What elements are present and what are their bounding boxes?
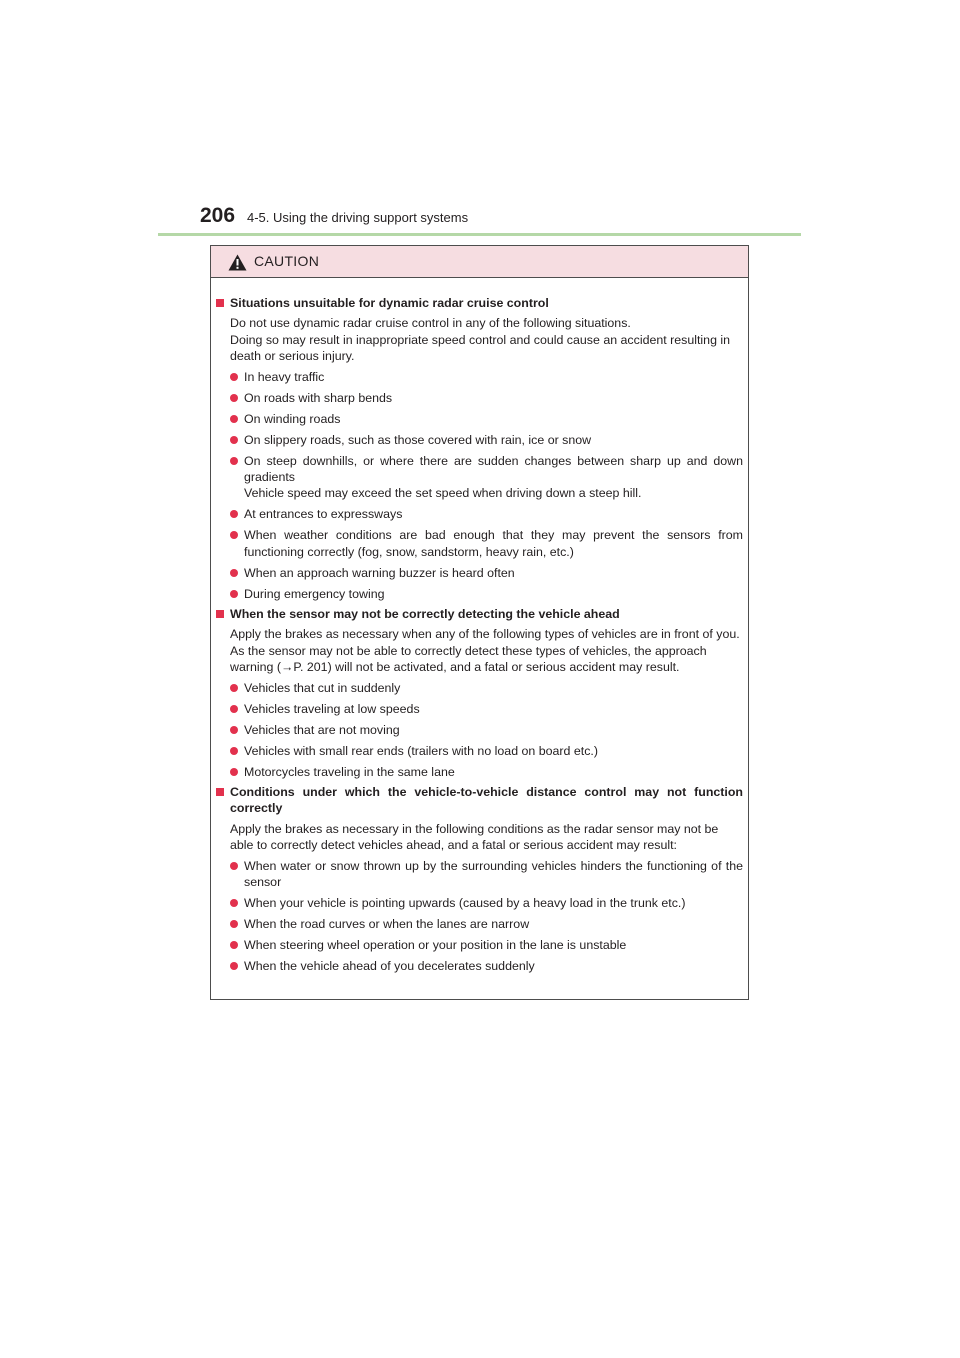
red-dot-icon bbox=[230, 862, 238, 870]
red-dot-icon bbox=[230, 436, 238, 444]
list-item-text: Vehicles with small rear ends (trailers with no load on board etc.) bbox=[244, 743, 598, 758]
list-item bbox=[230, 565, 743, 581]
red-dot-icon bbox=[230, 569, 238, 577]
list-item bbox=[230, 701, 743, 717]
red-dot-icon bbox=[230, 747, 238, 755]
list-item-text: On slippery roads, such as those covered with rain, ice or snow bbox=[244, 432, 592, 447]
list-item-text: During emergency towing bbox=[244, 586, 385, 601]
list-item bbox=[230, 858, 743, 891]
list-item-text: On winding roads bbox=[244, 411, 341, 426]
paragraph: Apply the brakes as necessary in the following conditions as the radar sensor may not be able to correctly detect vehicles ahead, and a fatal or serious accident may result: bbox=[230, 821, 719, 852]
paragraph: Do not use dynamic radar cruise control in any of the following situations. bbox=[230, 316, 631, 331]
red-dot-icon bbox=[230, 726, 238, 734]
bullet-list bbox=[216, 369, 743, 602]
red-dot-icon bbox=[230, 768, 238, 776]
list-item bbox=[230, 958, 743, 974]
list-item bbox=[230, 722, 743, 738]
page-header bbox=[158, 200, 801, 236]
paragraph: As the sensor may not be able to correctly detect these types of vehicles, the approach warning (→P. 201) will not be activated, and a fatal or serious accident may result. bbox=[230, 643, 707, 674]
red-dot-icon bbox=[230, 684, 238, 692]
list-item-text: When your vehicle is pointing upwards (caused by a heavy load in the trunk etc.) bbox=[244, 896, 686, 911]
list-item-text: When the road curves or when the lanes are narrow bbox=[244, 917, 530, 932]
red-dot-icon bbox=[230, 962, 238, 970]
list-item-text: At entrances to expressways bbox=[244, 507, 403, 522]
red-dot-icon bbox=[230, 531, 238, 539]
red-dot-icon bbox=[230, 590, 238, 598]
list-item-text: Vehicles traveling at low speeds bbox=[244, 701, 420, 716]
list-item bbox=[230, 937, 743, 953]
red-square-icon bbox=[216, 610, 224, 618]
red-dot-icon bbox=[230, 457, 238, 465]
section-heading bbox=[216, 784, 743, 817]
list-item bbox=[230, 390, 743, 406]
section-paragraphs bbox=[216, 626, 743, 675]
list-item-text: When the vehicle ahead of you decelerates suddenly bbox=[244, 959, 535, 974]
list-item-text: When water or snow thrown up by the surrounding vehicles hinders the functioning of the sensor bbox=[244, 858, 743, 890]
list-item-note: Vehicle speed may exceed the set speed when driving down a steep hill. bbox=[244, 486, 642, 501]
section-heading-text: Conditions under which the vehicle-to-vehicle distance control may not function correctly bbox=[230, 785, 743, 816]
caution-box bbox=[210, 245, 749, 1000]
page-number: 206 bbox=[200, 204, 236, 227]
caution-title: CAUTION bbox=[254, 253, 320, 269]
header-rule bbox=[158, 233, 801, 236]
warning-triangle-icon bbox=[228, 254, 247, 271]
red-dot-icon bbox=[230, 920, 238, 928]
list-item bbox=[230, 586, 743, 602]
list-item-text: In heavy traffic bbox=[244, 369, 325, 384]
list-item bbox=[230, 369, 743, 385]
section-paragraphs bbox=[216, 821, 743, 854]
paragraph: Doing so may result in inappropriate speed control and could cause an accident resulting in death or serious injury. bbox=[230, 332, 731, 363]
list-item-text: Vehicles that are not moving bbox=[244, 722, 400, 737]
paragraph: Apply the brakes as necessary when any of the following types of vehicles are in front of you. bbox=[230, 627, 740, 642]
list-item bbox=[230, 916, 743, 932]
red-dot-icon bbox=[230, 373, 238, 381]
list-item-text: When weather conditions are bad enough that they may prevent the sensors from functioning correctly (fog, snow, sandstorm, heavy rain, etc.) bbox=[244, 528, 743, 559]
section-heading-text: Situations unsuitable for dynamic radar cruise control bbox=[230, 296, 549, 310]
section-paragraphs bbox=[216, 315, 743, 364]
list-item-text: When an approach warning buzzer is heard often bbox=[244, 565, 515, 580]
bullet-list bbox=[216, 858, 743, 975]
section-heading bbox=[216, 295, 743, 311]
list-item-text: When steering wheel operation or your position in the lane is unstable bbox=[244, 938, 627, 953]
bullet-list bbox=[216, 680, 743, 780]
red-square-icon bbox=[216, 299, 224, 307]
section-heading bbox=[216, 606, 743, 622]
red-square-icon bbox=[216, 788, 224, 796]
list-item-text: Motorcycles traveling in the same lane bbox=[244, 764, 455, 779]
red-dot-icon bbox=[230, 705, 238, 713]
list-item bbox=[230, 432, 743, 448]
list-item bbox=[230, 895, 743, 911]
list-item bbox=[230, 453, 743, 502]
red-dot-icon bbox=[230, 510, 238, 518]
list-item-text: Vehicles that cut in suddenly bbox=[244, 680, 401, 695]
list-item-text: On steep downhills, or where there are sudden changes between sharp up and down gradients bbox=[244, 453, 743, 485]
red-dot-icon bbox=[230, 415, 238, 423]
list-item bbox=[230, 680, 743, 696]
list-item bbox=[230, 764, 743, 780]
section-heading-text: When the sensor may not be correctly detecting the vehicle ahead bbox=[230, 606, 620, 621]
red-dot-icon bbox=[230, 941, 238, 949]
red-dot-icon bbox=[230, 394, 238, 402]
caution-header bbox=[211, 246, 748, 278]
caution-body bbox=[211, 278, 748, 974]
list-item bbox=[230, 743, 743, 759]
list-item bbox=[230, 506, 743, 522]
red-dot-icon bbox=[230, 899, 238, 907]
section-title: 4-5. Using the driving support systems bbox=[247, 210, 469, 225]
list-item-text: On roads with sharp bends bbox=[244, 390, 393, 405]
list-item bbox=[230, 527, 743, 560]
list-item bbox=[230, 411, 743, 427]
